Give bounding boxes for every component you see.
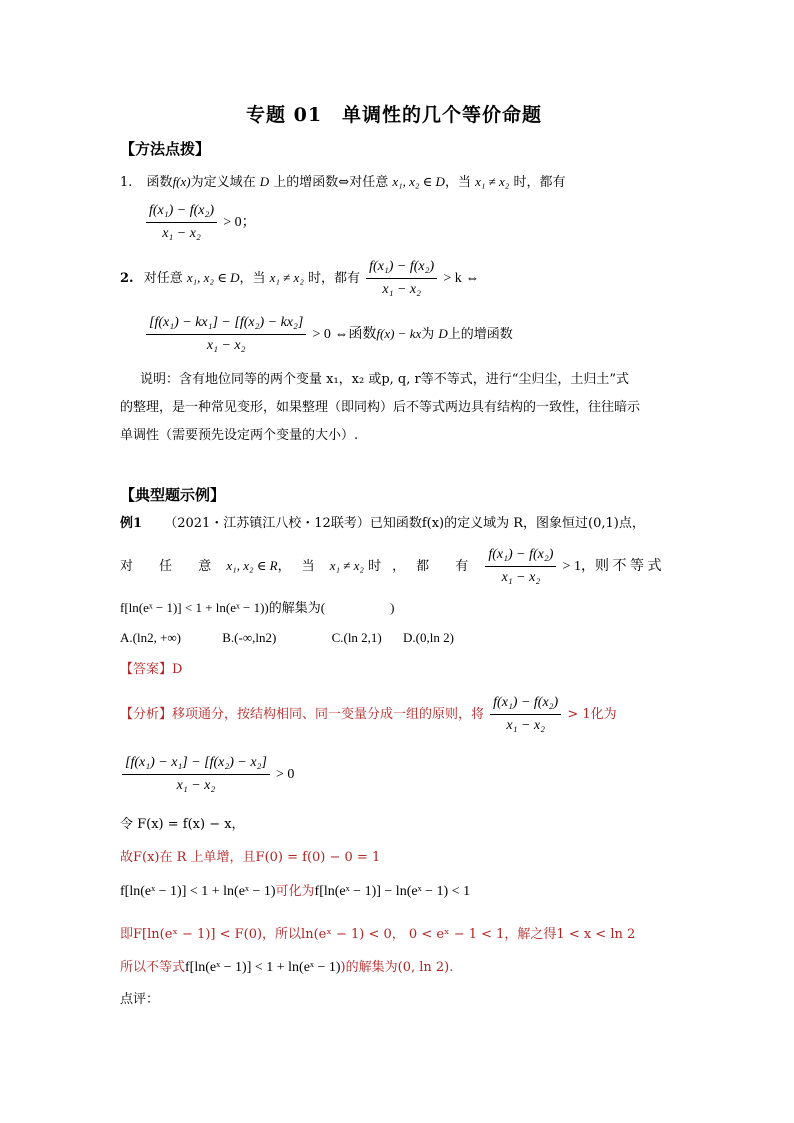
fraction: $\frac{\text{f(x₁) − f(x₂)}}{\text{x₁ − x₂}}$ bbox=[366, 258, 437, 299]
analysis-line: 【分析】移项通分，按结构相同、同一变量分成一组的原则，将 $\frac{\text{f(x₁) − f(x₂)}}{\text{x₁ − x₂}}$ > 1化为 bbox=[120, 695, 617, 733]
example-label: 例1 bbox=[120, 516, 143, 531]
convert-line: f[ln(eˣ − 1)] < 1 + ln(eˣ − 1)可化为f[ln(eˣ − 1)] − ln(eˣ − 1) < 1 bbox=[120, 884, 471, 899]
ie-line: 即F[ln(eˣ − 1)] < F(0)，所以ln(eˣ − 1) < 0， 0 < eˣ − 1 < 1，解之得1 < x < ln 2 bbox=[120, 927, 636, 942]
let-line: 令 F(x) = f(x) − x， bbox=[120, 817, 245, 832]
option-b: B.(-∞,ln2) bbox=[222, 630, 277, 645]
so-line: 故F(x)在 R 上单增，且F(0) = f(0) − 0 = 1 bbox=[120, 850, 381, 865]
page-title: 专题 01 单调性的几个等价命题 bbox=[246, 104, 543, 126]
answer-line bbox=[120, 660, 182, 680]
item-number: 2. bbox=[120, 271, 134, 286]
method-item-1-fraction: $\frac{\text{f(x₁) − f(x₂)}}{\text{x₁ − x₂}}$ > 0； bbox=[144, 202, 256, 243]
comment-label: 点评： bbox=[120, 992, 160, 1007]
note-line-2: 的整理，是一种常见变形，如果整理（即同构）后不等式两边具有结构的一致性，往往暗示 bbox=[120, 400, 641, 415]
fraction: $\frac{\text{f(x₁) − f(x₂)}}{\text{x₁ − x₂}}$ bbox=[490, 694, 561, 735]
section-header-examples: 【典型题示例】 bbox=[120, 486, 226, 504]
fraction: $\frac{\text{[f(x₁) − kx₁] − [f(x₂) − kx₂]}}{\text{x₁ − x₂}}$ bbox=[146, 314, 306, 355]
fraction: $\frac{\text{f(x₁) − f(x₂)}}{\text{x₁ − x₂}}$ bbox=[146, 202, 217, 243]
note-line-1: 说明：含有地位同等的两个变量 x₁，x₂ 或p, q, r等不等式，进行“尘归尘，土归土”式 bbox=[140, 372, 630, 387]
option-a: A.(ln2, +∞) bbox=[120, 630, 182, 645]
method-item-2-equivalence: $\frac{\text{[f(x₁) − kx₁] − [f(x₂) − kx₂]}}{\text{x₁ − x₂}}$ > 0 ⇔函数f(x) − kx为 D上的增函数 bbox=[144, 314, 513, 355]
analysis-fraction: $\frac{\text{[f(x₁) − x₁] − [f(x₂) − x₂]}}{\text{x₁ − x₂}}$ > 0 bbox=[120, 754, 294, 795]
answer-value: D bbox=[172, 662, 183, 677]
method-item-2: 2. 对任意 x₁, x₂ ∈ D，当 x₁ ≠ x₂ 时，都有 $\frac{\text{f(x₁) − f(x₂)}}{\text{x₁ − x₂}}$ > k ⇔ bbox=[120, 259, 480, 297]
answer-label: 【答案】 bbox=[120, 662, 173, 677]
note-line-3: 单调性（需要预先设定两个变量的大小）. bbox=[120, 428, 359, 443]
example-line-3: f[ln(eˣ − 1)] < 1 + ln(eˣ − 1))的解集为( ) bbox=[120, 600, 395, 615]
fraction: $\frac{\text{[f(x₁) − x₁] − [f(x₂) − x₂]}}{\text{x₁ − x₂}}$ bbox=[122, 754, 270, 795]
example-line-2: 对 任 意 x₁, x₂ ∈ R，当 x₁ ≠ x₂ 时，都 有 $\frac{\text{f(x₁) − f(x₂)}}{\text{x₁ − x₂}}$ > 1，则 不 等 式 bbox=[120, 547, 662, 585]
option-c: C.(ln 2,1) bbox=[331, 630, 382, 645]
method-item-1: 1. 函数f(x)为定义域在 D 上的增函数⇔对任意 x₁, x₂ ∈ D，当 x₁ ≠ x₂ 时，都有 bbox=[120, 174, 566, 190]
item-number: 1. bbox=[120, 175, 133, 190]
option-d: D.(0,ln 2) bbox=[403, 630, 454, 645]
section-header-method: 【方法点拨】 bbox=[120, 140, 211, 158]
analysis-label: 【分析】 bbox=[120, 707, 173, 722]
fraction: $\frac{\text{f(x₁) − f(x₂)}}{\text{x₁ − x₂}}$ bbox=[485, 546, 556, 587]
example-line-1: 例1 （2021・江苏镇江八校・12联考）已知函数f(x)的定义域为 R，图象恒过(0,1)点， bbox=[120, 516, 645, 531]
result-line: 所以不等式f[ln(eˣ − 1)] < 1 + ln(eˣ − 1))的解集为(0, ln 2). bbox=[120, 960, 454, 975]
answer-options bbox=[120, 628, 454, 648]
